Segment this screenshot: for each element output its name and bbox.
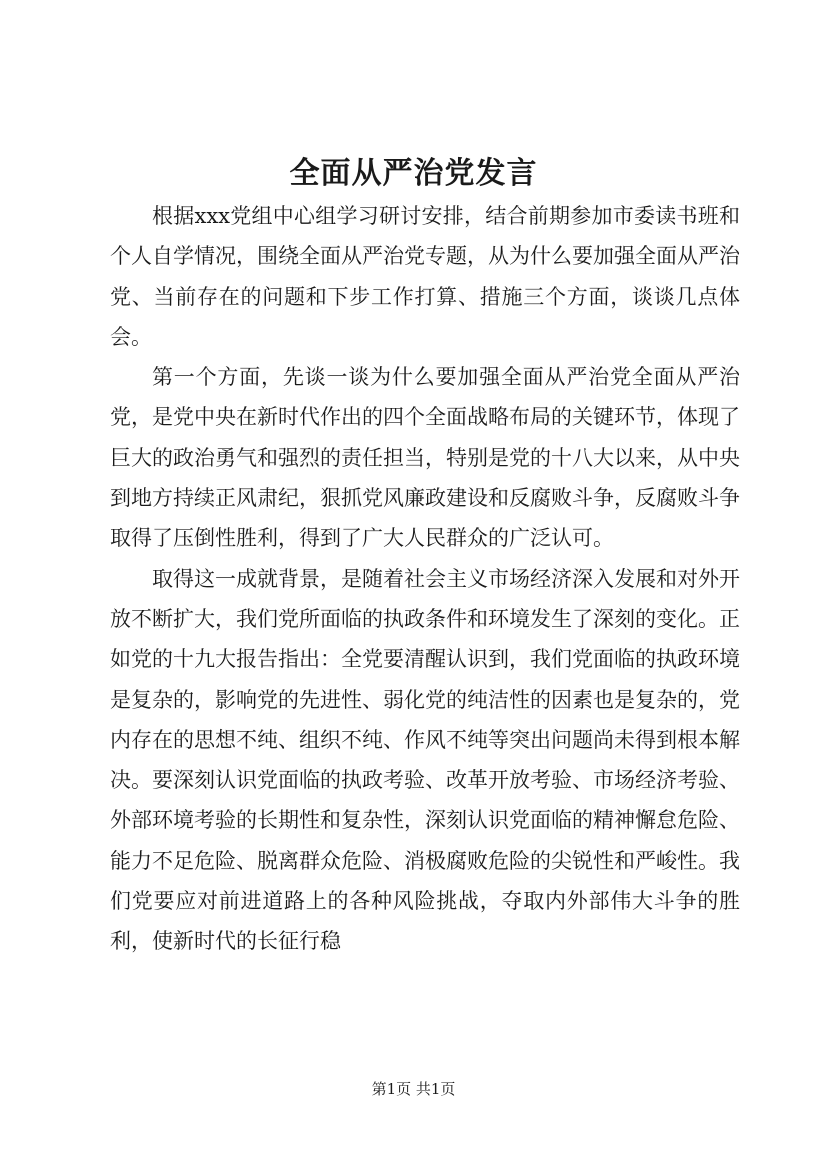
paragraph-2: 第一个方面，先谈一谈为什么要加强全面从严治党全面从严治党，是党中央在新时代作出的四个全面战略布局的关键环节，体现了巨大的政治勇气和强烈的责任担当，特别是党的十八大以来，从中央到地方持续正风肃纪，狠抓党风廉政建设和反腐败斗争，反腐败斗争取得了压倒性胜利，得到了广大人民群众的广泛认可。 (110, 365, 740, 551)
paragraph-3: 取得这一成就背景，是随着社会主义市场经济深入发展和对外开放不断扩大，我们党所面临的执政条件和环境发生了深刻的变化。正如党的十九大报告指出：全党要清醒认识到，我们党面临的执政环境是复杂的，影响党的先进性、弱化党的纯洁性的因素也是复杂的，党内存在的思想不纯、组织不纯、作风不纯等突出问题尚未得到根本解决。要深刻认识党面临的执政考验、改革开放考验、市场经济考验、外部环境考验的长期性和复杂性，深刻认识党面临的精神懈怠危险、能力不足危险、脱离群众危险、消极腐败危险的尖锐性和严峻性。我们党要应对前进道路上的各种风险挑战，夺取内外部伟大斗争的胜利，使新时代的长征行稳 (110, 566, 740, 954)
paragraph-1: 根据xxx党组中心组学习研讨安排，结合前期参加市委读书班和个人自学情况，围绕全面从严治党专题，从为什么要加强全面从严治党、当前存在的问题和下步工作打算、措施三个方面，谈谈几点体会。 (110, 204, 740, 349)
page-footer: 第1页 共1页 (371, 1080, 456, 1098)
document-title: 全面从严治党发言 (289, 156, 538, 191)
document-body (110, 196, 740, 962)
